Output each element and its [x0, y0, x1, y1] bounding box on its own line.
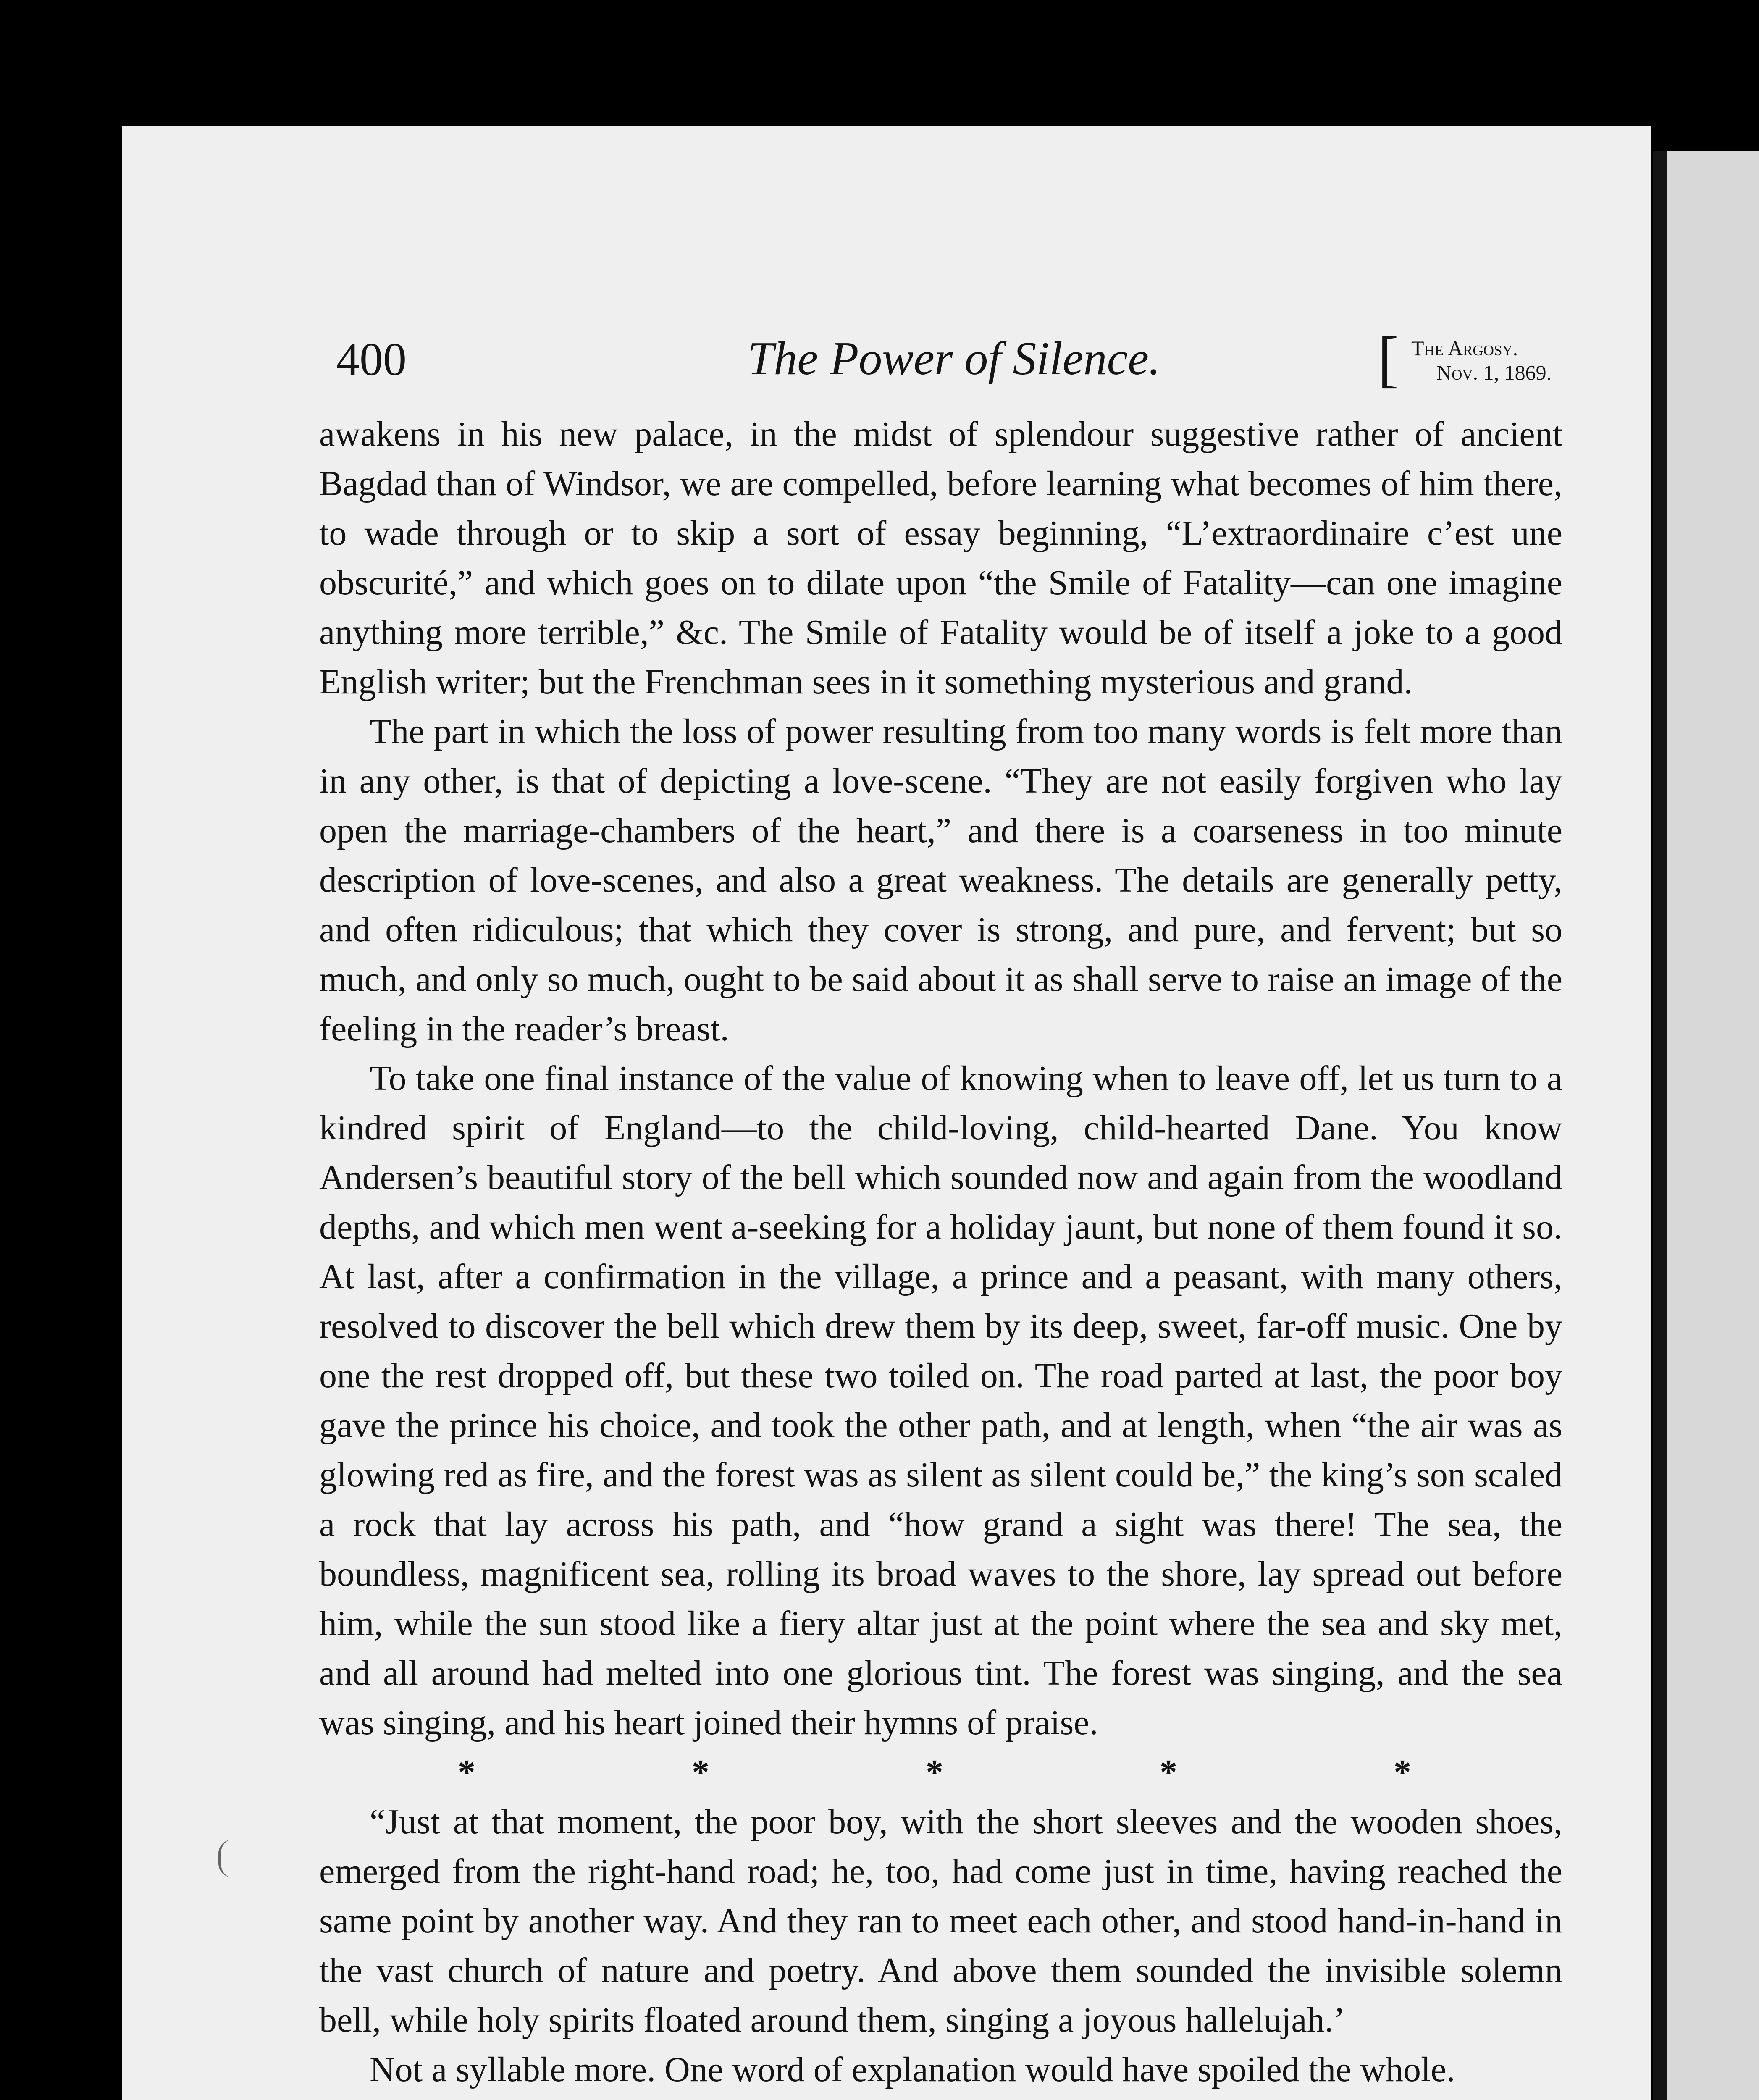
- journal-date: Nov. 1, 1869.: [1436, 361, 1552, 384]
- paragraph: “Just at that moment, the poor boy, with the short sleeves and the wooden shoes, emerged from the right-hand road; he, too, had come just in time, having reached the same point by another way. And they ran to meet each other, and stood hand-in-hand in the vast church of nature and poetry. And above them sounded the invisible solemn bell, while holy spirits floated around them, singing a joyous hallelujah.’: [319, 1802, 1562, 2040]
- section-break: [319, 1748, 1562, 1797]
- facing-page-edge: [1653, 151, 1759, 2100]
- asterisk: *: [458, 1753, 475, 1792]
- header-bracket: [: [1378, 324, 1399, 394]
- running-header: [336, 324, 1554, 403]
- body-text: [319, 410, 1562, 2095]
- page-gutter: [1653, 151, 1667, 2100]
- margin-mark: [218, 1840, 246, 1877]
- journal-reference: [1411, 336, 1552, 385]
- asterisk: *: [1394, 1753, 1411, 1792]
- asterisk: *: [926, 1753, 943, 1792]
- running-title: The Power of Silence.: [748, 333, 1160, 385]
- asterisk: *: [1160, 1753, 1177, 1792]
- paragraph: Not a syllable more. One word of explanation would have spoiled the whole.: [370, 2050, 1455, 2089]
- paragraph: The part in which the loss of power resulting from too many words is felt more than in any other, is that of depicting a love-scene. “They are not easily forgiven who lay open the marriage-chambers of the heart,” and there is a coarseness in too minute description of love-scenes, and also a great weakness. The details are generally petty, and often ridiculous; that which they cover is strong, and pure, and fervent; but so much, and only so much, ought to be said about it as shall serve to raise an image of the feeling in the reader’s breast.: [319, 712, 1562, 1048]
- page-number: 400: [336, 333, 407, 386]
- asterisk: *: [692, 1753, 709, 1792]
- paragraph: To take one final instance of the value of knowing when to leave off, let us turn to a kindred spirit of England—to the child-loving, child-hearted Dane. You know Andersen’s beautiful story of the bell which sounded now and again from the woodland depths, and which men went a-seeking for a holiday jaunt, but none of them found it so. At last, after a confirmation in the village, a prince and a peasant, with many others, resolved to discover the bell which drew them by its deep, sweet, far-off music. One by one the rest dropped off, but these two toiled on. The road parted at last, the poor boy gave the prince his choice, and took the other path, and at length, when “the air was as glowing red as fire, and the forest was as silent as silent could be,” the king’s son scaled a rock that lay across his path, and “how grand a sight was there! The sea, the boundless, magnificent sea, rolling its broad waves to the shore, lay spread out before him, while the sun stood like a fiery altar just at the point where the sea and sky met, and all around had melted into one glorious tint. The forest was singing, and the sea was singing, and his heart joined their hymns of praise.: [319, 1059, 1562, 1742]
- journal-name: The Argosy.: [1411, 336, 1518, 360]
- paragraph: awakens in his new palace, in the midst of splendour suggestive rather of ancient Bagdad than of Windsor, we are compelled, before learning what becomes of him there, to wade through or to skip a sort of essay beginning, “L’extraordinaire c’est une obscurité,” and which goes on to dilate upon “the Smile of Fatality—can one imagine anything more terrible,” &c. The Smile of Fatality would be of itself a joke to a good English writer; but the Frenchman sees in it something mysterious and grand.: [319, 415, 1562, 701]
